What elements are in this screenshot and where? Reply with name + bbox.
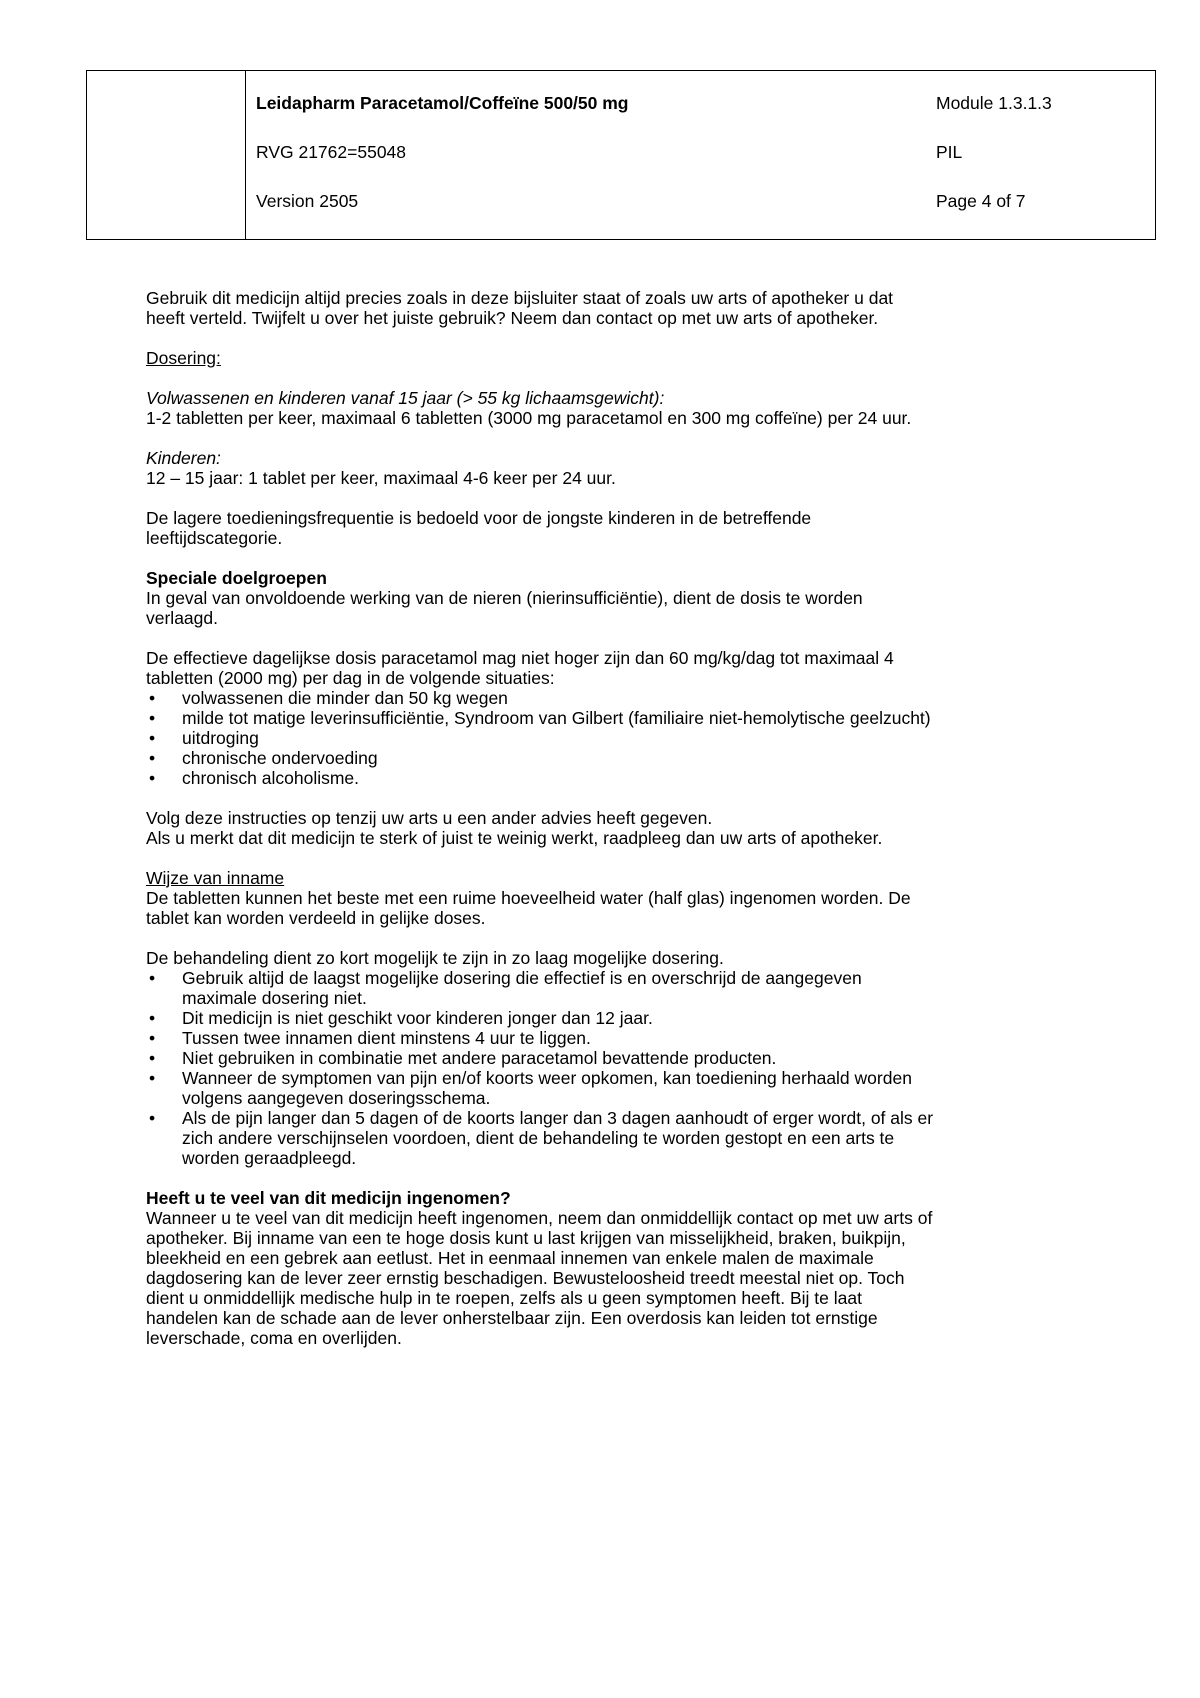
list-item: • milde tot matige leverinsufficiëntie, Syndroom van Gilbert (familiaire niet-hemolytische geelzucht) [146, 708, 1066, 728]
list-item [146, 1108, 1066, 1168]
frequency-line: De lagere toedieningsfrequentie is bedoeld voor de jongste kinderen in de betreffende [146, 508, 812, 528]
max-dose-paragraph [146, 648, 1066, 688]
document-header [86, 70, 1156, 240]
list-item [146, 968, 1066, 1008]
list-item [146, 1048, 1066, 1068]
follow-line: Volg deze instructies op tenzij uw arts u een ander advies heeft gegeven. [146, 808, 713, 828]
special-groups-paragraph [146, 568, 1066, 628]
list-item-line: maximale dosering niet. [182, 988, 367, 1008]
adults-text: 1-2 tabletten per keer, maximaal 6 tabletten (3000 mg paracetamol en 300 mg coffeïne) per 24 uur. [146, 408, 912, 428]
max-dose-line: De effectieve dagelijkse dosis paracetamol mag niet hoger zijn dan 60 mg/kg/dag tot maximaal 4 [146, 648, 894, 668]
document-type: PIL [936, 142, 963, 162]
intake-paragraph [146, 868, 1066, 928]
intake-title: Wijze van inname [146, 868, 285, 888]
list-item: • chronisch alcoholisme. [146, 768, 1066, 788]
product-name: Leidapharm Paracetamol/Coffeïne 500/50 mg [256, 93, 629, 113]
intro-paragraph [146, 288, 1066, 328]
list-item-line: Wanneer de symptomen van pijn en/of koorts weer opkomen, kan toediening herhaald worden [182, 1068, 912, 1088]
overdose-line: dient u onmiddellijk medische hulp in te roepen, zelfs als u geen symptomen heeft. Bij te laat [146, 1288, 862, 1308]
special-line: verlaagd. [146, 608, 218, 628]
list-item-line: Tussen twee innamen dient minstens 4 uur te liggen. [182, 1028, 591, 1048]
follow-instructions-paragraph [146, 808, 1066, 848]
intake-line: tablet kan worden verdeeld in gelijke doses. [146, 908, 486, 928]
overdose-line: handelen kan de schade aan de lever onherstelbaar zijn. Een overdosis kan leiden tot ernstige [146, 1308, 878, 1328]
list-item: • uitdroging [146, 728, 1066, 748]
header-info [246, 71, 1155, 239]
overdose-line: leverschade, coma en overlijden. [146, 1328, 402, 1348]
frequency-paragraph [146, 508, 1066, 548]
page-number: Page 4 of 7 [936, 191, 1026, 211]
overdose-line: dagdosering kan de lever zeer ernstig beschadigen. Bewusteloosheid treedt meestal niet op. Toch [146, 1268, 905, 1288]
intro-line: Gebruik dit medicijn altijd precies zoals in deze bijsluiter staat of zoals uw arts of apotheker u dat [146, 288, 894, 308]
overdose-line: bleekheid en een gebrek aan eetlust. Het in eenmaal innemen van enkele malen de maximale [146, 1248, 874, 1268]
list-item-line: volgens aangegeven doseringsschema. [182, 1088, 491, 1108]
list-item-line: worden geraadpleegd. [182, 1148, 357, 1168]
header-logo-cell [87, 71, 246, 239]
list-item: • volwassenen die minder dan 50 kg wegen [146, 688, 1066, 708]
dosering-title: Dosering: [146, 348, 221, 368]
header-right-column [936, 93, 1155, 239]
list-item-line: Dit medicijn is niet geschikt voor kinderen jonger dan 12 jaar. [182, 1008, 653, 1028]
header-left-column [256, 93, 936, 239]
list-item: • chronische ondervoeding [146, 748, 1066, 768]
overdose-title: Heeft u te veel van dit medicijn ingenomen? [146, 1188, 511, 1208]
list-item [146, 1068, 1066, 1108]
adults-title: Volwassenen en kinderen vanaf 15 jaar (> 55 kg lichaamsgewicht): [146, 388, 665, 408]
special-groups-title: Speciale doelgroepen [146, 568, 327, 588]
children-text: 12 – 15 jaar: 1 tablet per keer, maximaal 4-6 keer per 24 uur. [146, 468, 616, 488]
frequency-line: leeftijdscategorie. [146, 528, 283, 548]
children-title: Kinderen: [146, 448, 221, 468]
special-situations-list [146, 688, 1066, 788]
max-dose-line: tabletten (2000 mg) per dag in de volgende situaties: [146, 668, 555, 688]
list-item-line: Gebruik altijd de laagst mogelijke dosering die effectief is en overschrijd de aangegeven [182, 968, 862, 988]
list-item [146, 1008, 1066, 1028]
overdose-line: Wanneer u te veel van dit medicijn heeft ingenomen, neem dan onmiddellijk contact op met uw arts of [146, 1208, 933, 1228]
list-item-line: Als de pijn langer dan 5 dagen of de koorts langer dan 3 dagen aanhoudt of erger wordt, of als er [182, 1108, 934, 1128]
follow-line: Als u merkt dat dit medicijn te sterk of juist te weinig werkt, raadpleeg dan uw arts of apotheker. [146, 828, 883, 848]
children-dosage [146, 448, 1066, 488]
module-number: Module 1.3.1.3 [936, 93, 1052, 113]
overdose-line: apotheker. Bij inname van een te hoge dosis kunt u last krijgen van misselijkheid, braken, buikpijn, [146, 1228, 906, 1248]
list-item-line: zich andere verschijnselen voordoen, dient de behandeling te worden gestopt en een arts te [182, 1128, 895, 1148]
list-item-line: Niet gebruiken in combinatie met andere paracetamol bevattende producten. [182, 1048, 777, 1068]
adults-dosage [146, 388, 1066, 428]
intake-line: De tabletten kunnen het beste met een ruime hoeveelheid water (half glas) ingenomen worden. De [146, 888, 911, 908]
list-item [146, 1028, 1066, 1048]
intro-line: heeft verteld. Twijfelt u over het juiste gebruik? Neem dan contact op met uw arts of apotheker. [146, 308, 879, 328]
special-line: In geval van onvoldoende werking van de nieren (nierinsufficiëntie), dient de dosis te worden [146, 588, 863, 608]
version-number: Version 2505 [256, 191, 359, 211]
treatment-duration-line: De behandeling dient zo kort mogelijk te zijn in zo laag mogelijke dosering. [146, 948, 724, 968]
document-body [146, 288, 1066, 1368]
intake-rules-list [146, 968, 1066, 1168]
rvg-number: RVG 21762=55048 [256, 142, 407, 162]
overdose-paragraph [146, 1188, 1066, 1348]
